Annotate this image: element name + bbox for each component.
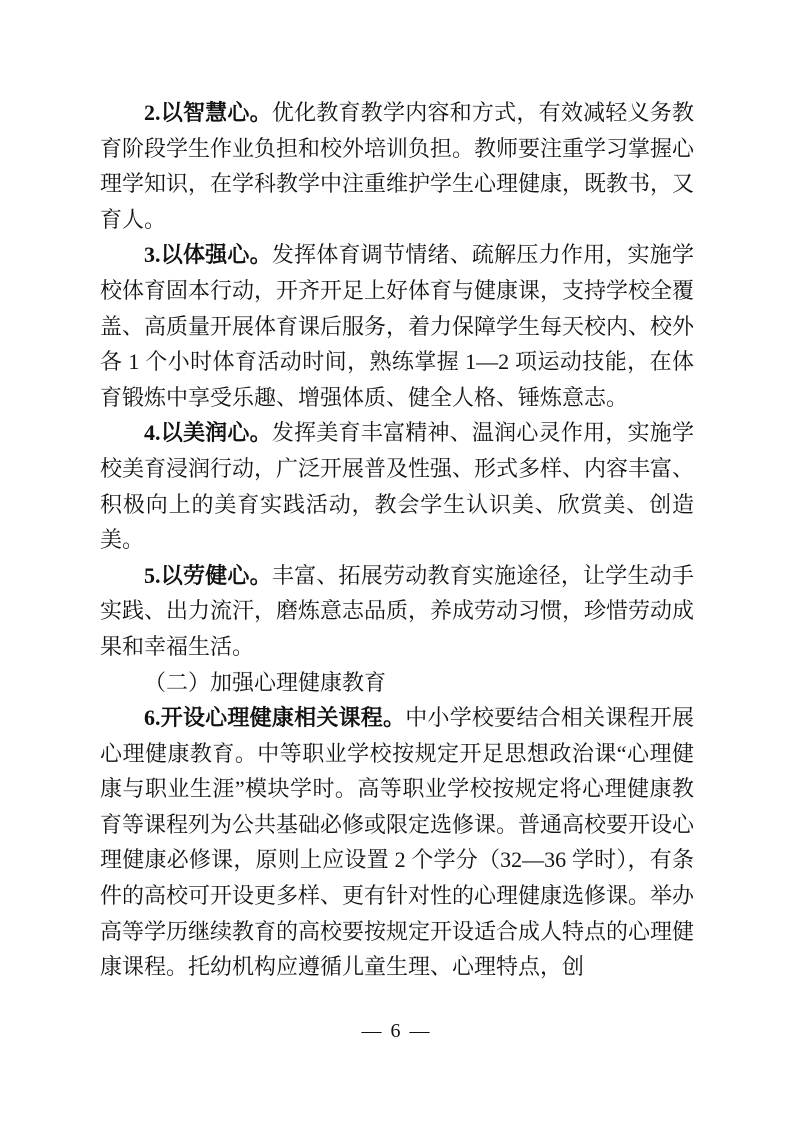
paragraph-lead: 6.开设心理健康相关课程。 (144, 705, 406, 731)
paragraph-lead: 3.以体强心。 (144, 242, 272, 268)
paragraph-text: 中小学校要结合相关课程开展心理健康教育。中等职业学校按规定开足思想政治课“心理健康与职业生涯”模块学时。高等职业学校按规定将心理健康教育等课程列为公共基础必修或限定选修课。普通高校要开设心理健康必修课，原则上应设置 2 个学分（32—36 学时），有条件的高校可开设更多样、更有针对性的心理健康选修课。举办高等学历继续教育的高校要按规定开设适合成人特点的心理健康课程。托幼机构应遵循儿童生理、心理特点，创 (100, 705, 695, 980)
paragraph-text: 丰富、拓展劳动教育实施途径，让学生动手实践、出力流汗，磨炼意志品质，养成劳动习惯，珍惜劳动成果和幸福生活。 (100, 562, 695, 659)
document-body (100, 95, 694, 985)
paragraph-lead: 2.以智慧心。 (144, 100, 272, 125)
section-heading: （二）加强心理健康教育 (144, 669, 387, 695)
page-number: — 6 — (361, 1020, 432, 1042)
paragraph-lead: 5.以劳健心。 (144, 562, 272, 588)
paragraph-text: 发挥体育调节情绪、疏解压力作用，实施学校体育固本行动，开齐开足上好体育与健康课，支持学校全覆盖、高质量开展体育课后服务，着力保障学生每天校内、校外各 1 个小时体育活动时间，熟练掌握 1—2 项运动技能，在体育锻炼中享受乐趣、增强体质、健全人格、锤炼意志。 (100, 242, 695, 410)
paragraph-text: 发挥美育丰富精神、温润心灵作用，实施学校美育浸润行动，广泛开展普及性强、形式多样、内容丰富、积极向上的美育实践活动，教会学生认识美、欣赏美、创造美。 (100, 420, 695, 553)
paragraph-item-2 (100, 95, 694, 237)
paragraph-item-5 (100, 558, 694, 665)
paragraph-item-4 (100, 415, 694, 557)
paragraph-item-6 (100, 700, 694, 985)
paragraph-text: 优化教育教学内容和方式，有效减轻义务教育阶段学生作业负担和校外培训负担。教师要注重学习掌握心理学知识，在学科教学中注重维护学生心理健康，既教书，又育人。 (100, 100, 695, 232)
page-footer (0, 1020, 793, 1043)
paragraph-lead: 4.以美润心。 (144, 420, 272, 446)
paragraph-item-3 (100, 237, 694, 415)
